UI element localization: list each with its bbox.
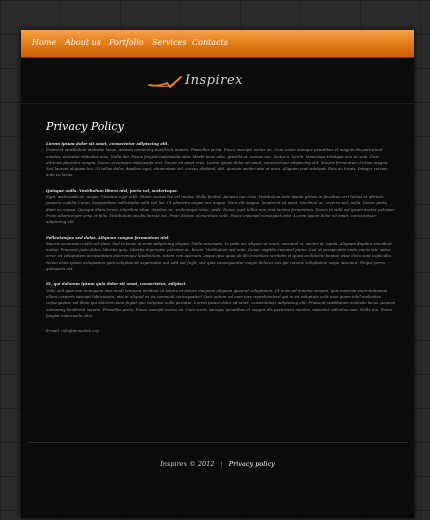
logo-swoosh-icon <box>147 73 187 93</box>
logo-text: Inspirex <box>185 73 243 88</box>
page-container <box>21 30 414 518</box>
nav-item-portfolio[interactable]: Portfolio <box>109 38 144 47</box>
policy-paragraph <box>46 235 396 273</box>
paragraph-lead: Quisque nulla. Vestibulum libero nisl, porta vel, scelerisque. <box>46 187 178 193</box>
footer-copyright: © 2012 <box>189 460 215 468</box>
footer-separator: | <box>220 460 223 468</box>
header-divider <box>21 103 414 104</box>
nav-item-home[interactable]: Home <box>32 38 57 47</box>
paragraph-body: Mauris accumsan nulla vel diam. Sed in lacus ut enim adipiscing aliquet. Nulla venenatis. In pede mi, aliquet sit amet, euismod in, auctor ut, ligula. Aliquam dapibus tincidunt metus. Praesent justo dolor, lobortis quis, lobortis dignissim, pulvinar ac, lorem. Vestibulum sed ante. Donec sagittis euismod purus. Sed ut perspiciatis unde omnis iste natus error sit voluptatem accusantium doloremque laudantium, totam rem aperiam, eaque ipsa quae ab illo inventore veritatis et quasi architecto beatae vitae dicta sunt explicabo. Nemo enim ipsam voluptatem quia voluptas sit aspernatur aut odit aut fugit, sed quia consequuntur magni dolores eos qui ratione voluptatem sequi nesciunt. Neque porro quisquam est. <box>46 240 393 272</box>
main-navigation <box>21 30 414 58</box>
nav-item-contacts[interactable]: Contacts <box>192 38 228 47</box>
contact-email[interactable]: E-mail: info@demolink.org <box>46 328 99 334</box>
paragraph-body: Velit, sed quia non numquam eius modi tempora incidunt ut labore et dolore magnam aliquam quaerat voluptatem. Ut enim ad minima veniam, quis nostrum exercitationem ullam corporis suscipit laboriosam, nisi ut aliquid ex ea commodi consequatur? Quis autem vel eum iure reprehenderit qui in ea voluptate velit esse quam nihil molestiae consequatur, vel illum qui dolorem eum fugiat quo voluptas nulla pariatur. Lorem ipsum dolor sit amet, consectetuer adipiscing elit. Praesent vestibulum molestie lacus. Aenean nonummy hendrerit mauris. Phasellus porta. Fusce suscipit varius mi. Cum sociis natoque penatibus et magnis dis parturient montes, nascetur ridiculus mus. Nulla dui. Fusce feugiat malesuada odio. <box>46 287 396 318</box>
paragraph-lead: Lorem ipsum dolor sit amet, consectetur adipiscing elit. <box>46 141 169 146</box>
policy-paragraph <box>46 188 396 226</box>
privacy-policy-link[interactable]: Privacy policy <box>228 460 275 468</box>
footer-divider <box>27 442 408 443</box>
paragraph-lead: Pellentesque sed dolor. Aliquam congue fermentum nisl. <box>46 234 170 240</box>
paragraph-body: Praesent vestibulum molestie lacus. Aenean nonummy hendrerit mauris. Phasellus porta. Fusce suscipit varius mi. Cum sociis natoque penatibus et magnis dis parturient montes, nascetur ridiculus mus. Nulla dui. Fusce feugiat malesuada odio. Morbi nunc odio, gravida at, cursus nec, luctus a, lorem. Maecenas tristique orci ac sem. Duis ultricies pharetra magna. Donec accumsan malesuada orci. Donec sit amet eros. Lorem ipsum dolor sit amet, consectetuer adipiscing elit. Mauris fermentum dictum magna. Sed laoreet aliquam leo. Ut tellus dolor, dapibus eget, elementum vel, cursus eleifend, elit. Aenean auctor wisi et urna. Aliquam erat volutpat. Duis ac turpis. Integer rutrum ante eu lacus. <box>46 147 389 178</box>
footer <box>21 460 414 468</box>
footer-brand: Inspirex <box>160 460 188 468</box>
main-content <box>46 120 396 334</box>
paragraph-lead: Et, qui dolorem ipsum quia dolor sit amet, consectetur, adipisci. <box>46 281 187 287</box>
policy-paragraph <box>46 281 396 319</box>
policy-paragraph <box>46 141 396 179</box>
page-title: Privacy Policy <box>46 120 124 133</box>
paragraph-body: Eget, malesuada at, neque. Vivamus eget nibh. Etiam cursus leo vel metus. Nulla facilisi. Aenean nec eros. Vestibulum ante ipsum primis in faucibus orci luctus et ultrices posuere cubilia Curae; Suspendisse sollicitudin velit sed leo. Ut pharetra augue nec augue. Nam elit magna, hendrerit sit amet, tincidunt ac, viverra sed, nulla. Donec porta diam eu massa. Quisque diam lorem, interdum vitae, dapibus ac, scelerisque vitae, pede. Donec eget tellus non erat lacinia fermentum. Donec in velit vel ipsum auctor pulvinar. Proin ullamcorper urna et felis. Vestibulum iaculis lacinia est. Proin dictum elementum velit. Fusce euismod consequat ante. Lorem ipsum dolor sit amet, consectetuer adipiscing elit. <box>46 194 396 225</box>
nav-item-about[interactable]: About us <box>65 38 101 47</box>
nav-item-services[interactable]: Services <box>152 38 187 47</box>
site-logo[interactable] <box>147 70 287 96</box>
